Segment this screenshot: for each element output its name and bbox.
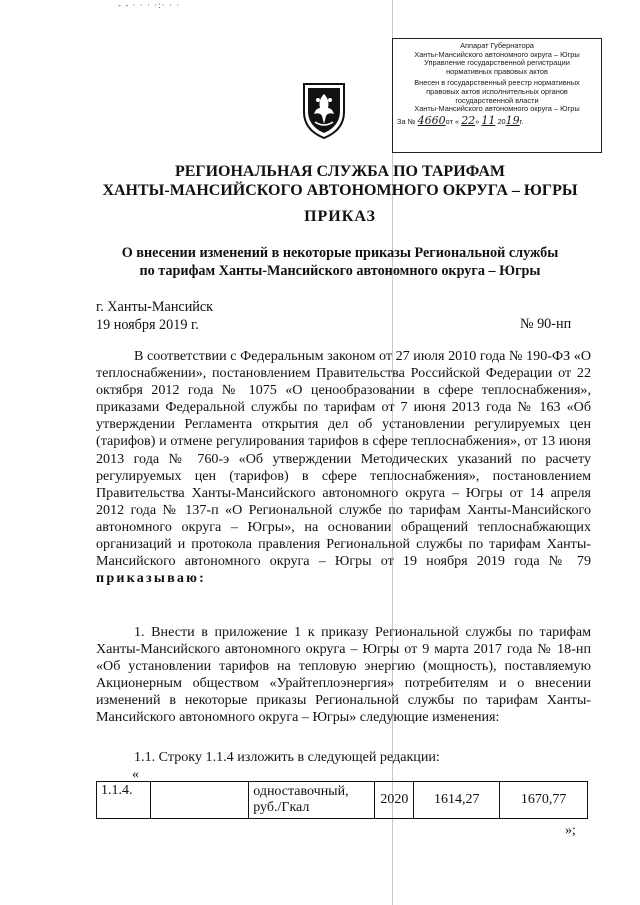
cell-code: 1.1.4. [97,782,151,819]
stamp-reg-number: 4660 [417,113,446,127]
preamble-paragraph [96,348,591,587]
cell-value-2: 1670,77 [500,782,588,819]
cell-value-1: 1614,27 [414,782,500,819]
stamp-reg-month: 11 [481,113,496,127]
date: 19 ноября 2019 г. [96,317,199,333]
agency-title [60,162,620,200]
stamp-reg-year: 19 [505,113,520,127]
place-and-date [96,298,213,334]
cell-name [151,782,249,819]
agency-title-line: ХАНТЫ-МАНСИЙСКОГО АВТОНОМНОГО ОКРУГА – ЮГРЫ [102,182,578,199]
stamp-line: Аппарат Губернатора [460,41,534,50]
preamble-text: В соответствии с Федеральным законом от 27 июля 2010 года № 190-ФЗ «О теплоснабжении», постановлением Правительства Российской Федерации от 22 октября 2012 года № 1075 «О ценообразовании в сфере теплоснабжения», приказами Федеральной службы по тарифам от 7 июня 2013 года № 163 «Об утверждении Регламента открытия дел об установлении регулируемых цен (тарифов) и отмене регулирования тарифов в сфере теплоснабжения», от 13 июня 2013 года № 760-э «Об утверждении Методических указаний по расчету регулируемых цен (тарифов) в сфере теплоснабжения», постановлением Правительства Ханты-Мансийского автономного округа – Югры от 14 апреля 2012 года № 137-п «О Региональной службе по тарифам Ханты-Мансийского автономного округа – Югры», на основании обращений теплоснабжающих организаций и протокола правления Региональной службы по тарифам Ханты-Мансийского автономного округа – Югры от 19 ноября 2019 года № 79 [96,348,591,570]
quote-open: « [132,767,139,782]
item-1-paragraph: 1. Внести в приложение 1 к приказу Региональной службы по тарифам Ханты-Мансийского автономного округа – Югры от 9 марта 2017 года № 18-нп «Об установлении тарифов на тепловую энергию (мощность), поставляемую Акционерным обществом «Урайтеплоэнергия» потребителям и о внесении изменений в некоторые приказы Региональной службы по тарифам Ханты-Мансийского автономного округа – Югры» следующие изменения: [96,624,591,726]
document-subject [60,244,620,280]
subject-line: по тарифам Ханты-Мансийского автономного округа – Югры [139,263,541,279]
stamp-reg-mid: » [475,116,480,126]
stamp-line: правовых актов исполнительных органов [426,86,568,96]
cell-year: 2020 [375,782,414,819]
stamp-line: Ханты-Мансийского автономного округа – Югры [414,104,580,114]
stamp-line: государственной власти [455,95,539,105]
top-scan-mark: - - · · · ·:· · · [118,0,181,10]
stamp-registration-line [397,113,597,127]
stamp-reg-prefix: За № [397,116,416,126]
stamp-line: Ханты-Мансийского автономного округа – Югры [414,49,580,59]
stamp-line: Управление государственной регистрации [424,58,570,68]
coat-of-arms-icon [300,78,348,140]
quote-close: »; [565,823,576,838]
stamp-reg-suffix: г. [519,116,524,126]
stamp-reg-day: 22 [461,113,476,127]
table-row [97,782,588,819]
tariff-table [96,781,588,819]
document-type: ПРИКАЗ [304,208,376,225]
agency-title-line: РЕГИОНАЛЬНАЯ СЛУЖБА ПО ТАРИФАМ [174,163,506,180]
document-number: № 90-нп [520,316,572,332]
stamp-line: нормативных правовых актов [446,66,548,76]
item-1-1-paragraph: 1.1. Строку 1.1.4 изложить в следующей редакции: [134,749,440,765]
subject-line: О внесении изменений в некоторые приказы Региональной службы [121,245,559,261]
stamp-reg-year-prefix: 20 [497,116,506,126]
registration-stamp [392,38,602,153]
stamp-line: Внесен в государственный реестр нормативных [414,78,580,88]
stamp-reg-from: от « [445,116,460,126]
order-word: приказываю: [96,570,207,587]
city: г. Ханты-Мансийск [96,299,214,315]
cell-tariff-type: одноставочный, руб./Гкал [249,782,375,819]
